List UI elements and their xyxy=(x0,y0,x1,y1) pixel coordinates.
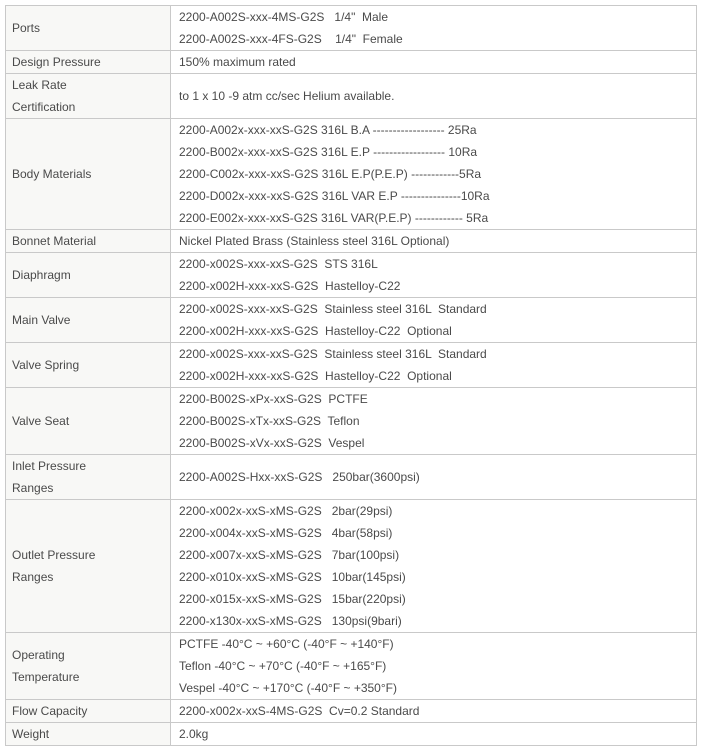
spec-label-text: Flow Capacity xyxy=(12,704,88,718)
spec-value-cell xyxy=(171,455,697,500)
spec-value-text: 2200-x002S-xxx-xxS-G2S STS 316L xyxy=(179,257,378,271)
spec-label-text: Leak Rate xyxy=(12,78,67,92)
spec-row-body-materials xyxy=(6,119,697,230)
spec-label-text: Design Pressure xyxy=(12,55,101,69)
spec-value-text: Vespel -40°C ~ +170°C (-40°F ~ +350°F) xyxy=(179,681,397,695)
spec-row-valve-spring xyxy=(6,343,697,388)
spec-value-text: 2200-x002S-xxx-xxS-G2S Stainless steel 316L Standard xyxy=(179,302,487,316)
spec-label-cell xyxy=(6,74,171,119)
spec-value-cell xyxy=(171,230,697,253)
spec-value-text: 2200-x004x-xxS-xMS-G2S 4bar(58psi) xyxy=(179,526,393,540)
spec-label-text: Inlet Pressure xyxy=(12,459,87,473)
spec-row-bonnet-material xyxy=(6,230,697,253)
spec-label-cell xyxy=(6,388,171,455)
spec-value-cell xyxy=(171,500,697,633)
spec-value-text: Teflon -40°C ~ +70°C (-40°F ~ +165°F) xyxy=(179,659,387,673)
spec-value-text: PCTFE -40°C ~ +60°C (-40°F ~ +140°F) xyxy=(179,637,394,651)
spec-row-operating-temperature xyxy=(6,633,697,700)
spec-label-cell xyxy=(6,633,171,700)
spec-label-cell xyxy=(6,723,171,746)
spec-value-text: 2200-x130x-xxS-xMS-G2S 130psi(9bari) xyxy=(179,614,402,628)
spec-value-text: 2200-x015x-xxS-xMS-G2S 15bar(220psi) xyxy=(179,592,406,606)
spec-label-cell xyxy=(6,500,171,633)
spec-label-text: Ranges xyxy=(12,481,54,495)
spec-label-text: Weight xyxy=(12,727,50,741)
spec-value-text: 2200-x002H-xxx-xxS-G2S Hastelloy-C22 Optional xyxy=(179,369,452,383)
spec-label-cell xyxy=(6,298,171,343)
spec-label-text: Temperature xyxy=(12,670,80,684)
specification-table xyxy=(5,5,697,746)
spec-value-cell xyxy=(171,388,697,455)
spec-label-text: Diaphragm xyxy=(12,268,71,282)
spec-label-text: Valve Spring xyxy=(12,358,80,372)
spec-value-text: 2200-C002x-xxx-xxS-G2S 316L E.P(P.E.P) ------------5Ra xyxy=(179,167,482,181)
spec-row-ports xyxy=(6,6,697,51)
specification-table-body xyxy=(6,6,697,746)
spec-label-text: Ports xyxy=(12,21,41,35)
spec-value-text: 2200-x002H-xxx-xxS-G2S Hastelloy-C22 xyxy=(179,279,401,293)
spec-value-text: 2200-B002S-xTx-xxS-G2S Teflon xyxy=(179,414,360,428)
spec-value-text: 2200-E002x-xxx-xxS-G2S 316L VAR(P.E.P) ------------ 5Ra xyxy=(179,211,489,225)
spec-row-leak-rate-certification xyxy=(6,74,697,119)
spec-value-text: 2200-B002S-xPx-xxS-G2S PCTFE xyxy=(179,392,368,406)
spec-value-text: 2200-A002S-Hxx-xxS-G2S 250bar(3600psi) xyxy=(179,470,420,484)
spec-value-text: 2200-A002S-xxx-4MS-G2S 1/4" Male xyxy=(179,10,389,24)
spec-row-main-valve xyxy=(6,298,697,343)
spec-value-text: 150% maximum rated xyxy=(179,55,296,69)
spec-label-text: Valve Seat xyxy=(12,414,70,428)
spec-value-cell xyxy=(171,51,697,74)
spec-row-inlet-pressure-ranges xyxy=(6,455,697,500)
spec-label-cell xyxy=(6,230,171,253)
spec-label-cell xyxy=(6,6,171,51)
spec-label-text: Bonnet Material xyxy=(12,234,97,248)
spec-value-text: 2200-x007x-xxS-xMS-G2S 7bar(100psi) xyxy=(179,548,400,562)
spec-value-text: 2.0kg xyxy=(179,727,209,741)
spec-label-text: Certification xyxy=(12,100,76,114)
spec-label-text: Operating xyxy=(12,648,65,662)
spec-label-cell xyxy=(6,51,171,74)
spec-label-cell xyxy=(6,253,171,298)
spec-row-flow-capacity xyxy=(6,700,697,723)
spec-value-text: 2200-B002S-xVx-xxS-G2S Vespel xyxy=(179,436,365,450)
spec-value-cell xyxy=(171,6,697,51)
spec-label-cell xyxy=(6,343,171,388)
spec-value-cell xyxy=(171,343,697,388)
spec-row-weight xyxy=(6,723,697,746)
spec-value-text: 2200-B002x-xxx-xxS-G2S 316L E.P ------------------ 10Ra xyxy=(179,145,478,159)
spec-value-text: 2200-A002S-xxx-4FS-G2S 1/4" Female xyxy=(179,32,403,46)
spec-row-outlet-pressure-ranges xyxy=(6,500,697,633)
spec-row-design-pressure xyxy=(6,51,697,74)
spec-label-text: Ranges xyxy=(12,570,54,584)
spec-label-text: Body Materials xyxy=(12,167,92,181)
spec-value-cell xyxy=(171,119,697,230)
spec-value-cell xyxy=(171,74,697,119)
spec-label-cell xyxy=(6,455,171,500)
spec-row-valve-seat xyxy=(6,388,697,455)
spec-label-text: Outlet Pressure xyxy=(12,548,96,562)
spec-value-text: 2200-A002x-xxx-xxS-G2S 316L B.A ------------------ 25Ra xyxy=(179,123,477,137)
spec-value-cell xyxy=(171,298,697,343)
spec-value-text: to 1 x 10 -9 atm cc/sec Helium available. xyxy=(179,89,395,103)
spec-value-text: 2200-x002x-xxS-xMS-G2S 2bar(29psi) xyxy=(179,504,393,518)
spec-value-text: 2200-x002S-xxx-xxS-G2S Stainless steel 316L Standard xyxy=(179,347,487,361)
spec-value-text: 2200-x002x-xxS-4MS-G2S Cv=0.2 Standard xyxy=(179,704,420,718)
spec-value-cell xyxy=(171,253,697,298)
spec-value-cell xyxy=(171,723,697,746)
spec-label-cell xyxy=(6,119,171,230)
spec-row-diaphragm xyxy=(6,253,697,298)
spec-value-text: 2200-x002H-xxx-xxS-G2S Hastelloy-C22 Optional xyxy=(179,324,452,338)
spec-value-text: Nickel Plated Brass (Stainless steel 316L Optional) xyxy=(179,234,450,248)
spec-label-text: Main Valve xyxy=(12,313,71,327)
spec-value-text: 2200-x010x-xxS-xMS-G2S 10bar(145psi) xyxy=(179,570,406,584)
spec-value-cell xyxy=(171,633,697,700)
spec-value-cell xyxy=(171,700,697,723)
spec-value-text: 2200-D002x-xxx-xxS-G2S 316L VAR E.P ---------------10Ra xyxy=(179,189,490,203)
spec-label-cell xyxy=(6,700,171,723)
